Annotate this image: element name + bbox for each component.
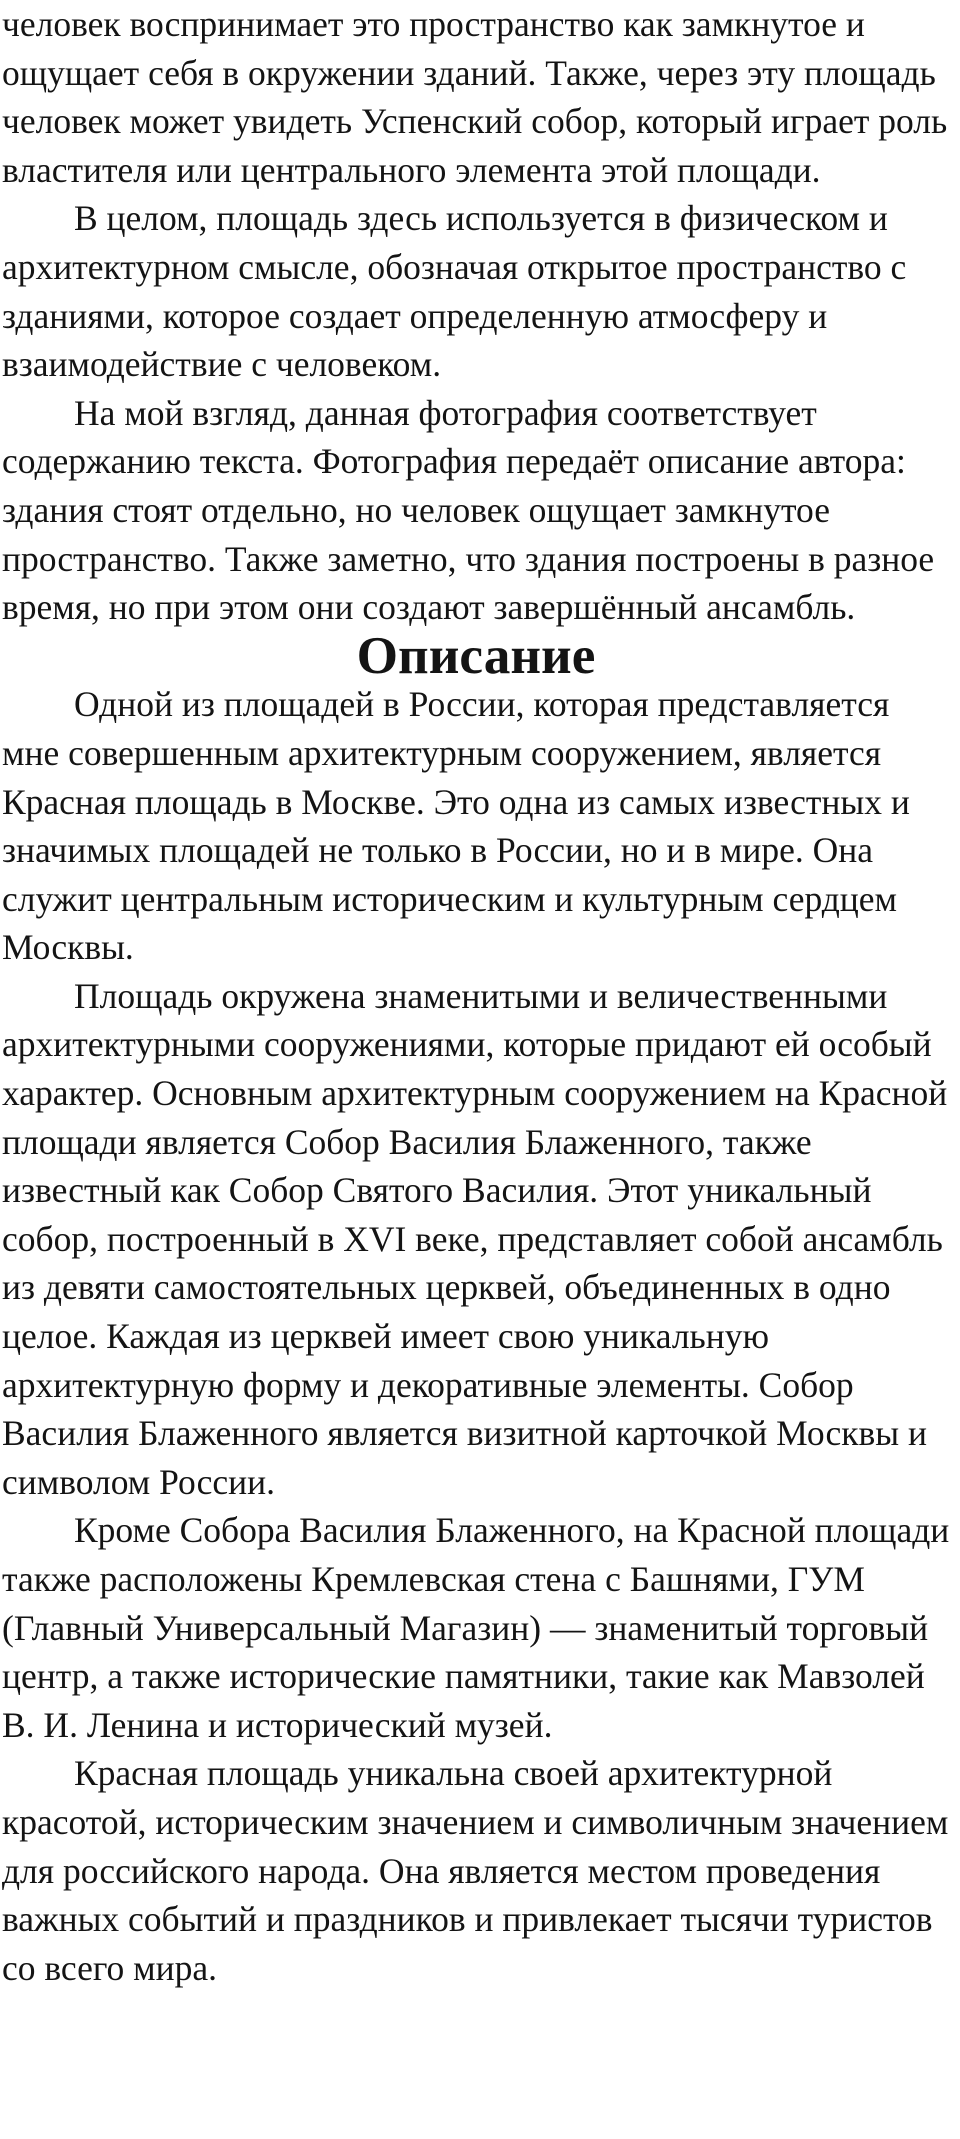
paragraph-continuation: человек воспринимает это пространство как замкнутое и ощущает себя в окружении зданий. Также, через эту площадь человек может увидеть Успенский собор, который играет роль властителя или центрального элемента этой площади. xyxy=(2,4,948,190)
paragraph-photo-opinion: На мой взгляд, данная фотография соответствует содержанию текста. Фотография передаёт описание автора: здания стоят отдельно, но человек ощущает замкнутое пространство. Также заметно, что здания построены в разное время, но при этом они создают завершённый ансамбль. xyxy=(2,392,935,628)
paragraph-conclusion: Красная площадь уникальна своей архитектурной красотой, историческим значением и символичным значением для российского народа. Она является местом проведения важных событий и праздников и привлекает тысячи туристов со всего мира. xyxy=(2,1753,949,1988)
paragraph-saint-basil: Площадь окружена знаменитыми и величественными архитектурными сооружениями, которые придают ей особый характер. Основным архитектурным сооружением на Красной площади является Собор Василия Блаженного, также известный как Собор Святого Василия. Этот уникальный собор, построенный в XVI веке, представляет собой ансамбль из девяти самостоятельных церквей, объединенных в одно целое. Каждая из церквей имеет свою уникальную архитектурную форму и декоративные элементы. Собор Василия Блаженного является визитной карточкой Москвы и символом России. xyxy=(2,975,948,1502)
paragraph-square-usage: В целом, площадь здесь используется в физическом и архитектурном смысле, обозначая открытое пространство с зданиями, которое создает определенную атмосферу и взаимодействие с человеком. xyxy=(2,198,907,385)
paragraph-other-landmarks: Кроме Собора Василия Блаженного, на Красной площади также расположены Кремлевская стена с Башнями, ГУМ (Главный Универсальный Магазин) — знаменитый торговый центр, а также исторические памятники, такие как Мавзолей В. И. Ленина и исторический музей. xyxy=(2,1510,950,1745)
section-heading: Описание xyxy=(356,625,596,685)
paragraph-red-square-intro: Одной из площадей в России, которая представляется мне совершенным архитектурным сооружением, является Красная площадь в Москве. Это одна из самых известных и значимых площадей не только в России, но и в мире. Она служит центральным историческим и культурным сердцем Москвы. xyxy=(2,684,910,968)
